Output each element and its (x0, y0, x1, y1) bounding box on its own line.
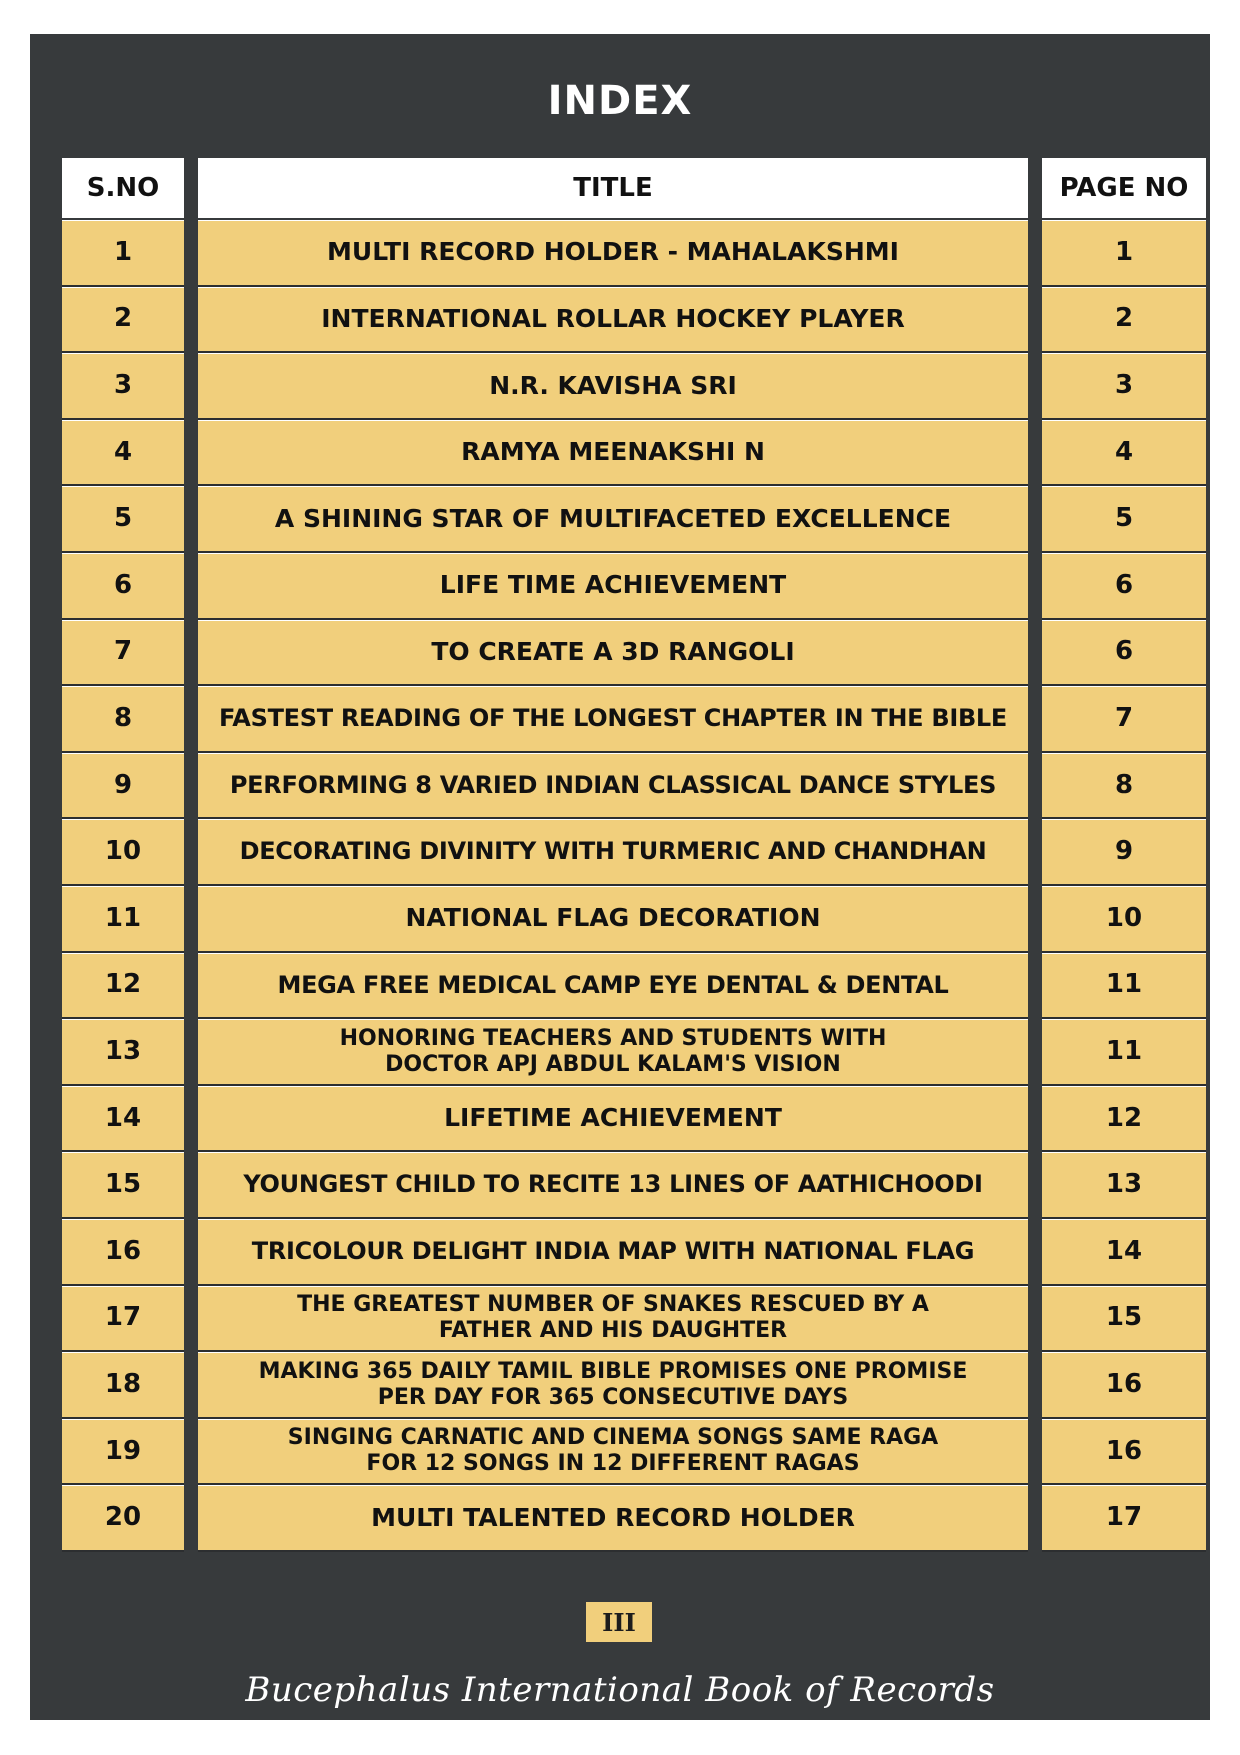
title-cell: TRICOLOUR DELIGHT INDIA MAP WITH NATIONAL FLAG (198, 1219, 1028, 1286)
sno-cell: 2 (62, 287, 184, 354)
title-line: MAKING 365 DAILY TAMIL BIBLE PROMISES ONE PROMISE (258, 1358, 968, 1384)
sno-cell: 14 (62, 1086, 184, 1153)
page-cell: 14 (1042, 1219, 1206, 1286)
title-cell: RAMYA MEENAKSHI N (198, 420, 1028, 487)
page-cell: 7 (1042, 686, 1206, 753)
index-panel (30, 34, 1210, 1720)
sno-cell: 19 (62, 1419, 184, 1486)
page-cell: 2 (1042, 287, 1206, 354)
sno-cell: 12 (62, 953, 184, 1020)
sno-cell: 8 (62, 686, 184, 753)
page-cell: 4 (1042, 420, 1206, 487)
sno-cell: 5 (62, 486, 184, 553)
page-header: PAGE NO (1042, 158, 1206, 220)
title-line: FOR 12 SONGS IN 12 DIFFERENT RAGAS (366, 1451, 860, 1477)
page-cell: 1 (1042, 220, 1206, 287)
publication-name: Bucephalus International Book of Records (245, 1670, 995, 1710)
title-cell: INTERNATIONAL ROLLAR HOCKEY PLAYER (198, 287, 1028, 354)
page-cell: 11 (1042, 953, 1206, 1020)
title-cell: MEGA FREE MEDICAL CAMP EYE DENTAL & DENTAL (198, 953, 1028, 1020)
title-line: DOCTOR APJ ABDUL KALAM'S VISION (385, 1051, 841, 1077)
sno-cell: 3 (62, 353, 184, 420)
page-cell: 8 (1042, 753, 1206, 820)
page-cell: 3 (1042, 353, 1206, 420)
title-cell: MULTI TALENTED RECORD HOLDER (198, 1485, 1028, 1552)
page-cell: 11 (1042, 1019, 1206, 1086)
page-cell: 17 (1042, 1485, 1206, 1552)
page-cell: 5 (1042, 486, 1206, 553)
page-number-badge: III (586, 1602, 652, 1642)
title-line: SINGING CARNATIC AND CINEMA SONGS SAME RAGA (287, 1425, 939, 1451)
sno-cell: 15 (62, 1152, 184, 1219)
title-cell: A SHINING STAR OF MULTIFACETED EXCELLENCE (198, 486, 1028, 553)
sno-cell: 7 (62, 620, 184, 687)
title-column (198, 158, 1028, 1552)
sno-cell: 17 (62, 1286, 184, 1353)
sno-cell: 16 (62, 1219, 184, 1286)
title-header: TITLE (198, 158, 1028, 220)
page-title: INDEX (547, 78, 693, 124)
page-cell: 15 (1042, 1286, 1206, 1353)
sno-cell: 6 (62, 553, 184, 620)
title-cell: YOUNGEST CHILD TO RECITE 13 LINES OF AATHICHOODI (198, 1152, 1028, 1219)
page-cell: 9 (1042, 819, 1206, 886)
title-cell: MULTI RECORD HOLDER - MAHALAKSHMI (198, 220, 1028, 287)
title-cell (198, 1286, 1028, 1353)
title-line: HONORING TEACHERS AND STUDENTS WITH (339, 1025, 887, 1051)
title-line: THE GREATEST NUMBER OF SNAKES RESCUED BY A (297, 1291, 929, 1317)
title-line: PER DAY FOR 365 CONSECUTIVE DAYS (377, 1384, 849, 1410)
title-cell: PERFORMING 8 VARIED INDIAN CLASSICAL DANCE STYLES (198, 753, 1028, 820)
title-cell: LIFE TIME ACHIEVEMENT (198, 553, 1028, 620)
page-cell: 13 (1042, 1152, 1206, 1219)
page-cell: 16 (1042, 1419, 1206, 1486)
title-cell (198, 1352, 1028, 1419)
title-cell: FASTEST READING OF THE LONGEST CHAPTER IN THE BIBLE (198, 686, 1028, 753)
title-line: FATHER AND HIS DAUGHTER (438, 1318, 788, 1344)
title-cell (198, 1019, 1028, 1086)
page-cell: 12 (1042, 1086, 1206, 1153)
sno-column (62, 158, 184, 1552)
page-cell: 6 (1042, 620, 1206, 687)
title-cell: TO CREATE A 3D RANGOLI (198, 620, 1028, 687)
sno-cell: 11 (62, 886, 184, 953)
sno-cell: 1 (62, 220, 184, 287)
page-cell: 10 (1042, 886, 1206, 953)
title-cell (198, 1419, 1028, 1486)
page-cell: 6 (1042, 553, 1206, 620)
title-cell: N.R. KAVISHA SRI (198, 353, 1028, 420)
sno-cell: 4 (62, 420, 184, 487)
sno-header: S.NO (62, 158, 184, 220)
title-cell: LIFETIME ACHIEVEMENT (198, 1086, 1028, 1153)
page-cell: 16 (1042, 1352, 1206, 1419)
sno-cell: 13 (62, 1019, 184, 1086)
sno-cell: 20 (62, 1485, 184, 1552)
page-column (1042, 158, 1206, 1552)
title-cell: DECORATING DIVINITY WITH TURMERIC AND CHANDHAN (198, 819, 1028, 886)
sno-cell: 18 (62, 1352, 184, 1419)
sno-cell: 10 (62, 819, 184, 886)
sno-cell: 9 (62, 753, 184, 820)
title-cell: NATIONAL FLAG DECORATION (198, 886, 1028, 953)
